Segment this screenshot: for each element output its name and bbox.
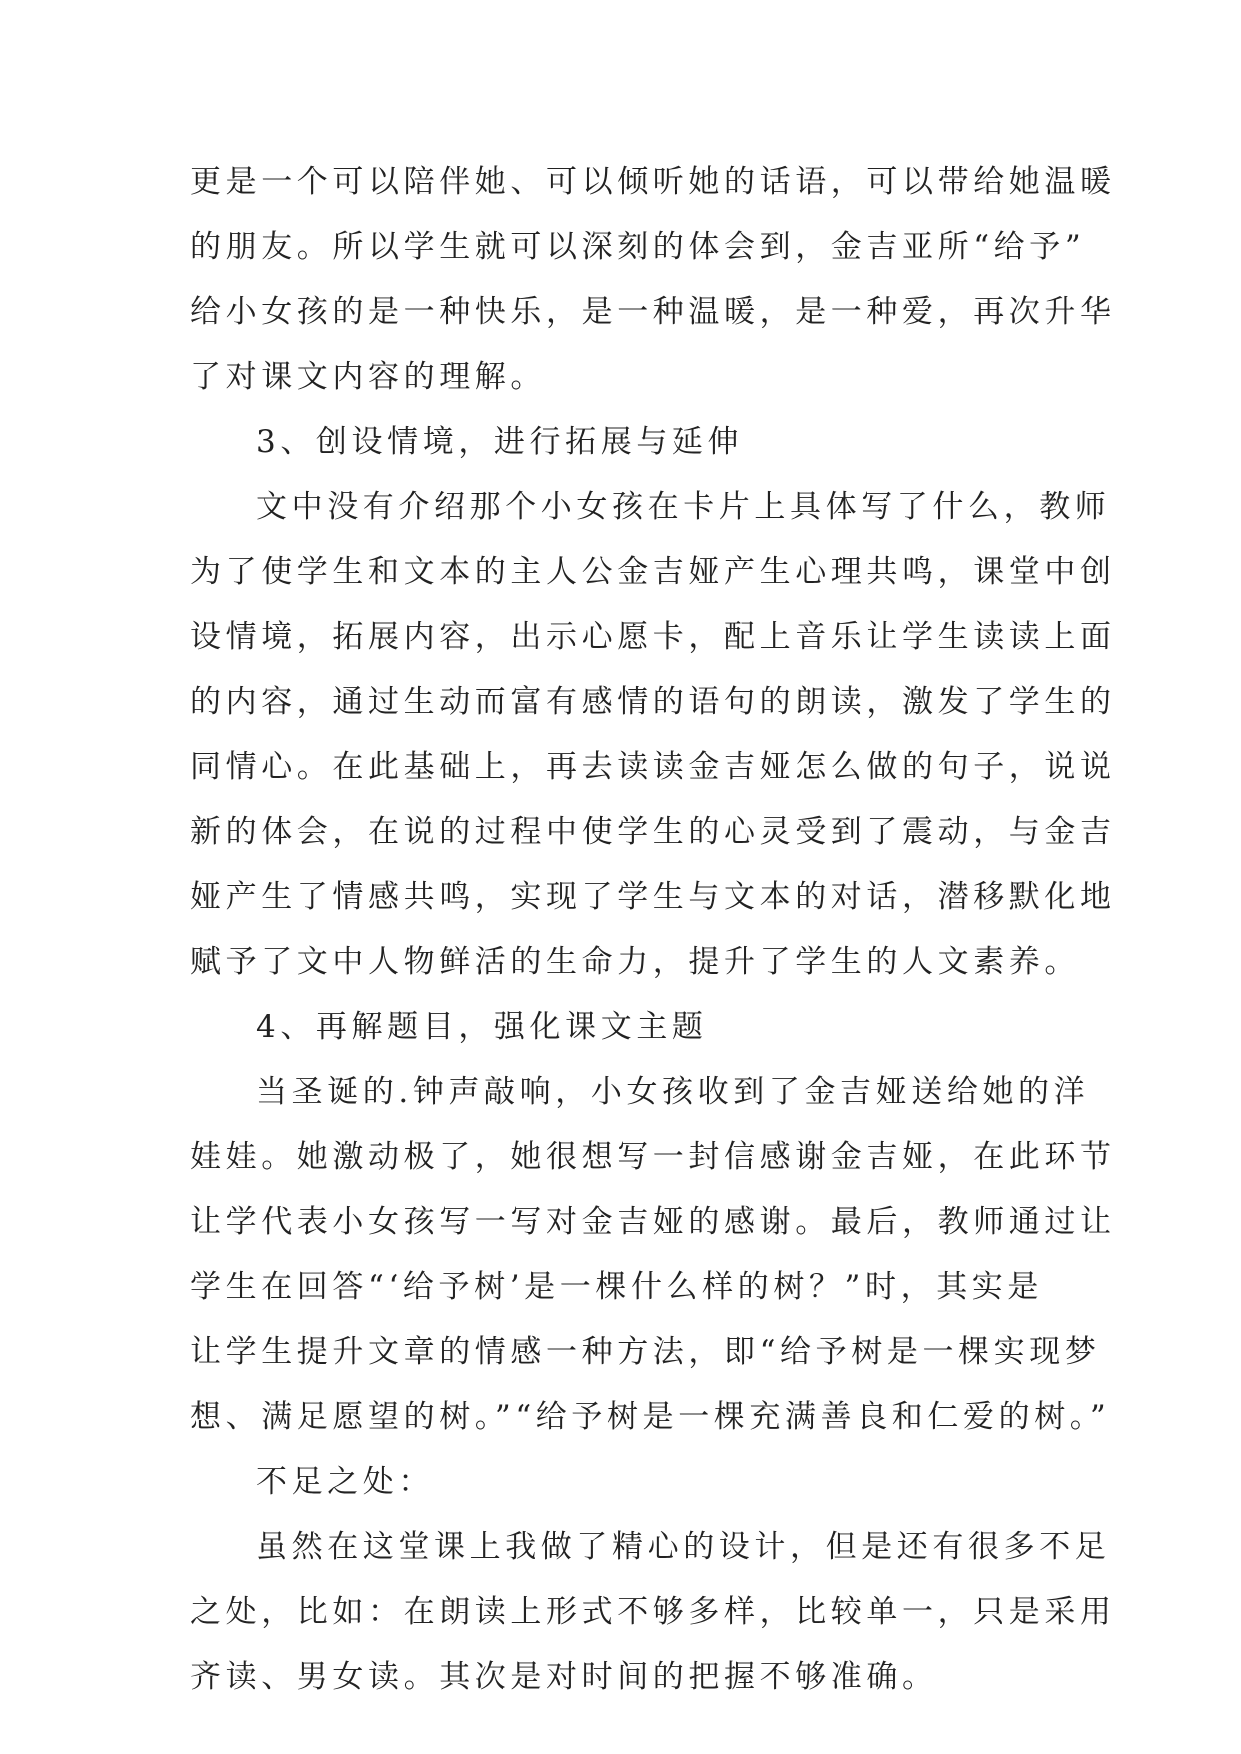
text-line: 娃娃。她激动极了，她很想写一封信感谢金吉娅，在此环节 <box>190 1139 1116 1175</box>
text-line: 学生在回答“‘给予树’是一棵什么样的树？”时，其实是 <box>190 1269 1044 1305</box>
text-line: 同情心。在此基础上，再去读读金吉娅怎么做的句子，说说 <box>190 749 1116 785</box>
text-line: 让学代表小女孩写一写对金吉娅的感谢。最后，教师通过让 <box>190 1204 1116 1240</box>
text-line: 为了使学生和文本的主人公金吉娅产生心理共鸣，课堂中创 <box>190 554 1116 590</box>
text-line: 了对课文内容的理解。 <box>190 359 546 395</box>
text-line: 当圣诞的.钟声敲响，小女孩收到了金吉娅送给她的洋 <box>256 1074 1090 1110</box>
text-line: 之处，比如：在朗读上形式不够多样，比较单一，只是采用 <box>190 1594 1116 1630</box>
text-line: 更是一个可以陪伴她、可以倾听她的话语，可以带给她温暖 <box>190 164 1116 200</box>
text-line: 新的体会，在说的过程中使学生的心灵受到了震动，与金吉 <box>190 814 1116 850</box>
text-line: 想、满足愿望的树。”“给予树是一棵充满善良和仁爱的树。” <box>190 1399 1111 1435</box>
text-line: 齐读、男女读。其次是对时间的把握不够准确。 <box>190 1659 938 1695</box>
section-heading-4: 4、再解题目，强化课文主题 <box>256 1009 708 1045</box>
text-line: 文中没有介绍那个小女孩在卡片上具体写了什么，教师 <box>256 489 1111 525</box>
section-heading-shortcomings: 不足之处： <box>256 1464 434 1500</box>
text-line: 赋予了文中人物鲜活的生命力，提升了学生的人文素养。 <box>190 944 1080 980</box>
document-page <box>190 150 1116 1710</box>
text-line: 给小女孩的是一种快乐，是一种温暖，是一种爱，再次升华 <box>190 294 1116 330</box>
section-heading-3: 3、创设情境，进行拓展与延伸 <box>256 424 744 460</box>
text-line: 的朋友。所以学生就可以深刻的体会到，金吉亚所“给予” <box>190 229 1086 265</box>
text-line: 虽然在这堂课上我做了精心的设计，但是还有很多不足 <box>256 1529 1111 1565</box>
text-line: 让学生提升文章的情感一种方法，即“给予树是一棵实现梦 <box>190 1334 1101 1370</box>
text-line: 娅产生了情感共鸣，实现了学生与文本的对话，潜移默化地 <box>190 879 1116 915</box>
text-line: 的内容，通过生动而富有感情的语句的朗读，激发了学生的 <box>190 684 1116 720</box>
text-line: 设情境，拓展内容，出示心愿卡，配上音乐让学生读读上面 <box>190 619 1116 655</box>
